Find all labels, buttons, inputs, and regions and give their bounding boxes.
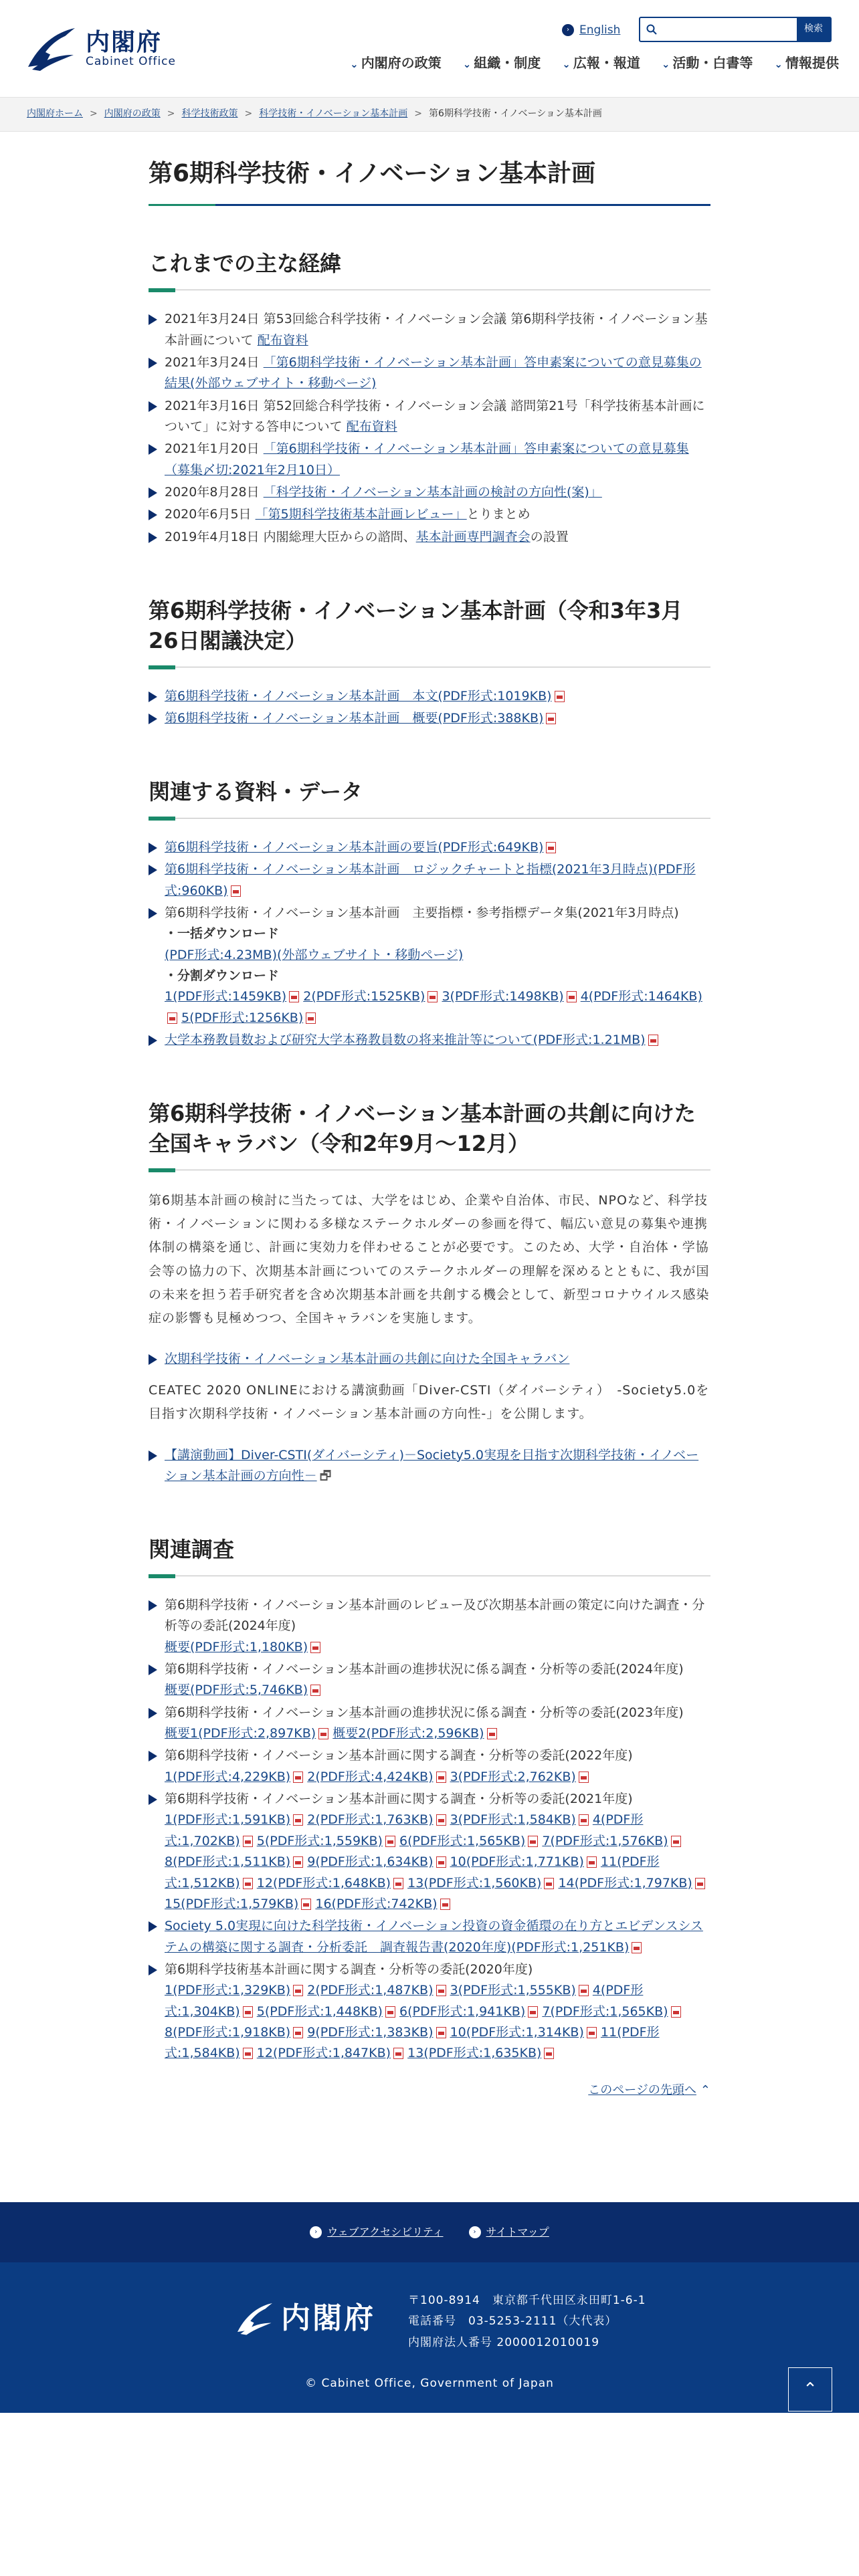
pdf-link[interactable]: 概要2(PDF形式:2,596KB) bbox=[332, 1726, 484, 1741]
chevron-down-icon: ⌄ bbox=[774, 58, 783, 70]
pdf-icon bbox=[671, 2006, 681, 2018]
pdf-link[interactable]: 15(PDF形式:1,579KB) bbox=[165, 1896, 299, 1911]
bulk-download-link[interactable]: (PDF形式:4.23MB)(外部ウェブサイト・移動ページ) bbox=[165, 947, 464, 962]
search-button[interactable]: 検索 bbox=[797, 18, 830, 41]
list-item: 第6期科学技術・イノベーション基本計画のレビュー及び次期基本計画の策定に向けた調査・分析等の委託(2024年度) 概要(PDF形式:1,180KB) bbox=[149, 1595, 710, 1658]
caravan-description: 第6期基本計画の検討に当たっては、大学をはじめ、企業や自治体、市民、NPOなど、科学技術・イノベーションに関わる多様なステークホルダーの参画を得て、幅広い意見の募集や連携体制の構築を通じ、計画に実効力を伴わせることが必要です。このため、大学・自治体・学協会等の協力の下、次期基本計画についてのステークホルダーの理解を深めるとともに、我が国の未来を担う若手研究者を含め次期基本計画を共創する機会として、新型コロナウイルス感染症の影響も見極めつつ、全国キャラバンを実施します。 bbox=[149, 1193, 710, 1325]
site-search bbox=[639, 17, 832, 42]
history-link[interactable]: 「第5期科学技術基本計画レビュー」 bbox=[255, 507, 467, 522]
list-item bbox=[149, 1445, 710, 1487]
scroll-to-top-button[interactable] bbox=[788, 2367, 832, 2411]
list-item: 2021年3月16日 第52回総合科学技術・イノベーション会議 諮問第21号「科学技術基本計画について」に対する答申について 配布資料 bbox=[149, 396, 710, 438]
pdf-link[interactable]: 2(PDF形式:1,763KB) bbox=[307, 1812, 434, 1828]
pdf-icon bbox=[243, 2048, 253, 2059]
nav-item-activities[interactable]: ⌄ 活動・白書等 bbox=[661, 55, 753, 71]
pdf-link[interactable]: 8(PDF形式:1,918KB) bbox=[165, 2024, 291, 2040]
breadcrumb-separator: > bbox=[167, 108, 175, 120]
site-footer bbox=[0, 2262, 859, 2413]
list-item bbox=[149, 1916, 710, 1958]
pdf-icon bbox=[243, 1878, 253, 1889]
list-item: 第6期科学技術・イノベーション基本計画に関する調査・分析等の委託(2022年度) 1(PDF形式:4,229KB) 2(PDF形式:4,424KB) 3(PDF形式:2,762KB) bbox=[149, 1745, 710, 1788]
pdf-icon bbox=[579, 1814, 589, 1826]
pdf-link[interactable]: 2(PDF形式:1,487KB) bbox=[307, 1983, 434, 1998]
breadcrumb bbox=[0, 97, 859, 132]
copyright: © Cabinet Office, Government of Japan bbox=[305, 2377, 554, 2390]
pdf-link[interactable]: 3(PDF形式:1,584KB) bbox=[450, 1812, 576, 1828]
cabinet-office-emblem-icon bbox=[25, 25, 78, 72]
chevron-down-icon: ⌄ bbox=[462, 58, 472, 70]
pdf-link[interactable]: 13(PDF形式:1,635KB) bbox=[407, 2046, 542, 2061]
footer-logo: 内閣府 bbox=[235, 2294, 375, 2343]
plan-list bbox=[149, 686, 710, 730]
breadcrumb-home[interactable]: 内閣府ホーム bbox=[27, 108, 83, 120]
pdf-icon bbox=[243, 2006, 253, 2018]
pdf-icon bbox=[393, 1878, 403, 1889]
pdf-link[interactable]: 5(PDF形式:1,448KB) bbox=[256, 2004, 383, 2019]
history-list bbox=[149, 309, 710, 548]
arrow-circle-icon: › bbox=[310, 2226, 322, 2238]
pdf-icon bbox=[385, 1836, 395, 1847]
nav-item-policy[interactable]: ⌄ 内閣府の政策 bbox=[350, 55, 442, 71]
pdf-icon bbox=[436, 1772, 446, 1783]
pdf-icon bbox=[293, 1856, 303, 1868]
pdf-icon bbox=[528, 1836, 538, 1847]
pdf-link[interactable]: 11(PDF形式:1,512KB) bbox=[165, 1854, 660, 1891]
history-link[interactable]: 配布資料 bbox=[346, 419, 397, 434]
history-link[interactable]: 「第6期科学技術・イノベーション基本計画」答申素案についての意見募集（募集〆切:2021年2月10日） bbox=[165, 441, 689, 477]
pdf-icon bbox=[567, 991, 577, 1002]
pdf-link[interactable]: 概要1(PDF形式:2,897KB) bbox=[165, 1726, 316, 1741]
site-logo[interactable] bbox=[25, 25, 176, 72]
pdf-icon bbox=[546, 713, 556, 724]
pdf-icon bbox=[440, 1899, 450, 1910]
list-item: 第6期科学技術・イノベーション基本計画に関する調査・分析等の委託(2021年度) 1(PDF形式:1,591KB) 2(PDF形式:1,763KB) 3(PDF形式:1,584KB) 4(PDF形式:1,702KB) 5(PDF形式:1,559KB) 6(PDF形式:1,565KB) 7(PDF形式:1,576KB) 8(PDF形式:1,511KB) 9(PDF形式:1,634KB) 10(PDF形式:1,771KB) 11(PDF形式:1,512KB) 12(PDF形式:1,648KB) 13(PDF形式:1,560KB) 14(PDF形式:1,797KB) 15(PDF形式:1,579KB) 16(PDF形式:742KB) bbox=[149, 1789, 710, 1915]
materials-list bbox=[149, 837, 710, 1051]
pdf-icon bbox=[544, 2048, 554, 2059]
pdf-link[interactable]: 2(PDF形式:4,424KB) bbox=[307, 1769, 434, 1784]
language-link[interactable] bbox=[562, 21, 620, 39]
breadcrumb-separator: > bbox=[414, 108, 422, 120]
pdf-link[interactable]: 3(PDF形式:2,762KB) bbox=[450, 1769, 576, 1784]
list-item: 2021年3月24日 第53回総合科学技術・イノベーション会議 第6期科学技術・イノベーション基本計画について 配布資料 bbox=[149, 309, 710, 351]
nav-item-press[interactable]: ⌄ 広報・報道 bbox=[562, 55, 640, 71]
pdf-link[interactable]: 1(PDF形式:1,591KB) bbox=[165, 1812, 291, 1828]
pdf-icon bbox=[167, 1012, 177, 1024]
list-item: 2020年6月5日 「第5期科学技術基本計画レビュー」とりまとめ bbox=[149, 504, 710, 525]
global-nav bbox=[350, 52, 839, 74]
chevron-down-icon: ⌄ bbox=[350, 58, 359, 70]
pdf-icon bbox=[293, 1985, 303, 1996]
history-link[interactable]: 「科学技術・イノベーション基本計画の検討の方向性(案)」 bbox=[263, 484, 602, 500]
list-item bbox=[149, 837, 710, 858]
footer-links bbox=[0, 2202, 859, 2262]
pdf-icon bbox=[310, 1685, 320, 1696]
pdf-link[interactable]: 6(PDF形式:1,565KB) bbox=[399, 1833, 526, 1848]
section-heading-plan: 第6期科学技術・イノベーション基本計画（令和3年3月26日閣議決定） bbox=[149, 596, 710, 667]
pdf-link[interactable]: 第6期科学技術・イノベーション基本計画 概要(PDF形式:388KB) bbox=[165, 710, 544, 726]
pdf-icon bbox=[587, 1856, 597, 1868]
breadcrumb-current: 第6期科学技術・イノベーション基本計画 bbox=[428, 108, 602, 120]
footer-link-accessibility[interactable]: › ウェブアクセシビリティ bbox=[310, 2224, 443, 2241]
list-item: 第6期科学技術・イノベーション基本計画の進捗状況に係る調査・分析等の委託(2023年度) 概要1(PDF形式:2,897KB) 概要2(PDF形式:2,596KB) bbox=[149, 1703, 710, 1745]
list-item bbox=[149, 708, 710, 729]
breadcrumb-separator: > bbox=[90, 108, 98, 120]
pdf-link[interactable]: 4(PDF形式:1,702KB) bbox=[165, 1812, 644, 1848]
pdf-link[interactable]: 第6期科学技術・イノベーション基本計画 ロジックチャートと指標(2021年3月時点)(PDF形式:960KB) bbox=[165, 862, 696, 898]
list-item: 2021年1月20日 「第6期科学技術・イノベーション基本計画」答申素案についての意見募集（募集〆切:2021年2月10日） bbox=[149, 439, 710, 481]
pdf-icon bbox=[436, 2027, 446, 2038]
arrow-circle-icon: › bbox=[562, 24, 574, 36]
pdf-link[interactable]: 16(PDF形式:742KB) bbox=[315, 1896, 438, 1911]
pdf-link[interactable]: 12(PDF形式:1,847KB) bbox=[256, 2046, 391, 2061]
pdf-icon bbox=[293, 1814, 303, 1826]
pdf-icon bbox=[436, 1985, 446, 1996]
pdf-link[interactable]: 第6期科学技術・イノベーション基本計画の要旨(PDF形式:649KB) bbox=[165, 840, 544, 855]
logo-english-text: Cabinet Office bbox=[86, 55, 176, 69]
pdf-link-group bbox=[165, 1983, 681, 2060]
pdf-icon bbox=[528, 2006, 538, 2018]
caravan-link[interactable]: 次期科学技術・イノベーション基本計画の共創に向けた全国キャラバン bbox=[165, 1351, 570, 1366]
pdf-link[interactable]: 概要(PDF形式:5,746KB) bbox=[165, 1683, 308, 1698]
split-link[interactable]: 4(PDF形式:1464KB) bbox=[580, 989, 702, 1004]
chevron-down-icon: ⌄ bbox=[661, 58, 670, 70]
search-icon bbox=[640, 18, 663, 41]
pdf-icon bbox=[427, 991, 438, 1002]
pdf-link[interactable]: 13(PDF形式:1,560KB) bbox=[407, 1875, 542, 1891]
list-item: 第6期科学技術基本計画に関する調査・分析等の委託(2020年度) 1(PDF形式:1,329KB) 2(PDF形式:1,487KB) 3(PDF形式:1,555KB) 4(PDF形式:1,304KB) 5(PDF形式:1,448KB) 6(PDF形式:1,941KB) 7(PDF形式:1,565KB) 8(PDF形式:1,918KB) 9(PDF形式:1,383KB) 10(PDF形式:1,314KB) 11(PDF形式:1,584KB) 12(PDF形式:1,847KB) 13(PDF形式:1,635KB) bbox=[149, 1959, 710, 2064]
external-window-icon: 🗗 bbox=[319, 1468, 332, 1483]
english-link[interactable]: English bbox=[579, 23, 621, 37]
pdf-link[interactable]: 3(PDF形式:1,555KB) bbox=[450, 1983, 576, 1998]
pdf-icon bbox=[293, 2027, 303, 2038]
pdf-link[interactable]: 6(PDF形式:1,941KB) bbox=[399, 2004, 526, 2019]
split-link[interactable]: 2(PDF形式:1525KB) bbox=[303, 989, 425, 1004]
pdf-link[interactable]: 8(PDF形式:1,511KB) bbox=[165, 1854, 291, 1870]
breadcrumb-science[interactable]: 科学技術政策 bbox=[181, 108, 238, 120]
pdf-link[interactable]: 1(PDF形式:1,329KB) bbox=[165, 1983, 291, 1998]
chevron-up-icon: ⌃ bbox=[803, 2379, 818, 2399]
pdf-link[interactable]: 9(PDF形式:1,634KB) bbox=[307, 1854, 434, 1870]
caravan-link-list bbox=[149, 1349, 710, 1370]
breadcrumb-basic-plan[interactable]: 科学技術・イノベーション基本計画 bbox=[259, 108, 408, 120]
pdf-icon bbox=[587, 2027, 597, 2038]
chevron-up-icon: ⌃ bbox=[700, 2082, 710, 2097]
search-input[interactable] bbox=[663, 18, 797, 41]
list-item: 2020年8月28日 「科学技術・イノベーション基本計画の検討の方向性(案)」 bbox=[149, 482, 710, 503]
section-heading-materials: 関連する資料・データ bbox=[149, 777, 710, 819]
pdf-icon bbox=[289, 991, 299, 1002]
page-title: 第6期科学技術・イノベーション基本計画 bbox=[149, 157, 710, 206]
pdf-icon bbox=[243, 1836, 253, 1847]
pdf-link[interactable]: 12(PDF形式:1,648KB) bbox=[256, 1875, 391, 1891]
logo-japanese-text: 内閣府 bbox=[86, 28, 163, 56]
list-item: 2021年3月24日 「第6期科学技術・イノベーション基本計画」答申素案についての意見募集の結果(外部ウェブサイト・移動ページ) bbox=[149, 352, 710, 395]
breadcrumb-policy[interactable]: 内閣府の政策 bbox=[104, 108, 161, 120]
pdf-icon bbox=[632, 1942, 642, 1953]
list-item: 第6期科学技術・イノベーション基本計画 主要指標・参考指標データ集(2021年3月時点) ・一括ダウンロード (PDF形式:4.23MB)(外部ウェブサイト・移動ページ) ・分割ダウンロード 1(PDF形式:1459KB) 2(PDF形式:1525KB) 3(PDF形式:1498KB) 4(PDF形式:1464KB) 5(PDF形式:1256KB) bbox=[149, 903, 710, 1029]
page-top-link[interactable]: このページの先頭へ ⌃ bbox=[588, 2082, 710, 2097]
pdf-link[interactable]: 第6期科学技術・イノベーション基本計画 本文(PDF形式:1019KB) bbox=[165, 688, 552, 704]
pdf-link[interactable]: 7(PDF形式:1,576KB) bbox=[542, 1833, 668, 1848]
pdf-link[interactable]: 4(PDF形式:1,304KB) bbox=[165, 1983, 644, 2019]
pdf-icon bbox=[310, 1642, 320, 1653]
history-link[interactable]: 「第6期科学技術・イノベーション基本計画」答申素案についての意見募集の結果(外部ウェブサイト・移動ページ) bbox=[165, 354, 702, 391]
main-content bbox=[149, 157, 710, 2100]
list-item bbox=[149, 1349, 710, 1370]
pdf-icon bbox=[695, 1878, 705, 1889]
arrow-circle-icon: › bbox=[469, 2226, 481, 2238]
section-heading-history: これまでの主な経緯 bbox=[149, 249, 710, 290]
video-link[interactable]: 【講演動画】Diver-CSTI(ダイバーシティ)－Society5.0実現を目指す次期科学技術・イノベーション基本計画の方向性－ bbox=[165, 1447, 699, 1483]
pdf-icon bbox=[555, 691, 565, 702]
breadcrumb-separator: > bbox=[244, 108, 253, 120]
split-link[interactable]: 5(PDF形式:1256KB) bbox=[181, 1010, 304, 1025]
pdf-icon bbox=[293, 1772, 303, 1783]
nav-item-organization[interactable]: ⌄ 組織・制度 bbox=[462, 55, 541, 71]
video-link-list bbox=[149, 1445, 710, 1487]
pdf-icon bbox=[671, 1836, 681, 1847]
footer-address: 〒100-8914 東京都千代田区永田町1-6-1 電話番号 03-5253-2111（大代表） 内閣府法人番号 2000012010019 bbox=[408, 2294, 646, 2349]
section-heading-caravan: 第6期科学技術・イノベーション基本計画の共創に向けた全国キャラバン（令和2年9月～12月） bbox=[149, 1099, 710, 1170]
pdf-icon bbox=[318, 1728, 328, 1739]
pdf-link[interactable]: Society 5.0実現に向けた科学技術・イノベーション投資の資金循環の在り方とエビデンスシステムの構築に関する調査・分析委託 調査報告書(2020年度)(PDF形式:1,251KB) bbox=[165, 1919, 703, 1955]
pdf-link[interactable]: 10(PDF形式:1,314KB) bbox=[450, 2024, 584, 2040]
pdf-icon bbox=[579, 1772, 589, 1783]
pdf-icon bbox=[393, 2048, 403, 2059]
history-link[interactable]: 配布資料 bbox=[257, 332, 308, 348]
pdf-link[interactable]: 1(PDF形式:4,229KB) bbox=[165, 1769, 291, 1784]
pdf-link[interactable]: 11(PDF形式:1,584KB) bbox=[165, 2024, 660, 2061]
pdf-link[interactable]: 概要(PDF形式:1,180KB) bbox=[165, 1639, 308, 1654]
bulk-download-label: ・一括ダウンロード bbox=[165, 926, 280, 942]
surveys-list bbox=[149, 1595, 710, 2064]
pdf-link-group bbox=[165, 1812, 705, 1911]
pdf-link[interactable]: 10(PDF形式:1,771KB) bbox=[450, 1854, 584, 1870]
pdf-icon bbox=[436, 1814, 446, 1826]
pdf-icon bbox=[544, 1878, 554, 1889]
list-item bbox=[149, 686, 710, 707]
pdf-icon bbox=[579, 1985, 589, 1996]
chevron-down-icon: ⌄ bbox=[562, 58, 571, 70]
pdf-icon bbox=[301, 1899, 311, 1910]
list-item bbox=[149, 859, 710, 901]
pdf-link[interactable]: 7(PDF形式:1,565KB) bbox=[542, 2004, 668, 2019]
pdf-icon bbox=[546, 842, 556, 853]
split-download-label: ・分割ダウンロード bbox=[165, 968, 280, 984]
pdf-link[interactable]: 9(PDF形式:1,383KB) bbox=[307, 2024, 434, 2040]
cabinet-office-emblem-icon bbox=[235, 2301, 274, 2336]
site-header bbox=[0, 0, 859, 97]
list-item: 第6期科学技術・イノベーション基本計画の進捗状況に係る調査・分析等の委託(2024年度) 概要(PDF形式:5,746KB) bbox=[149, 1659, 710, 1701]
pdf-icon bbox=[648, 1035, 658, 1046]
pdf-link[interactable]: 大学本務教員数および研究大学本務教員数の将来推計等について(PDF形式:1.21MB) bbox=[165, 1033, 646, 1048]
pdf-icon bbox=[306, 1012, 316, 1024]
ceatec-description: CEATEC 2020 ONLINEにおける講演動画「Diver-CSTI（ダイバーシティ） -Society5.0を目指す次期科学技術・イノベーション基本計画の方向性-」を公開します。 bbox=[149, 1383, 710, 1422]
history-link[interactable]: 基本計画専門調査会 bbox=[415, 529, 531, 544]
split-link[interactable]: 1(PDF形式:1459KB) bbox=[165, 989, 287, 1004]
split-link[interactable]: 3(PDF形式:1498KB) bbox=[442, 989, 564, 1004]
pdf-link-group bbox=[165, 1769, 589, 1784]
footer-link-sitemap[interactable]: › サイトマップ bbox=[469, 2224, 549, 2241]
pdf-icon bbox=[487, 1728, 497, 1739]
section-heading-surveys: 関連調査 bbox=[149, 1535, 710, 1576]
list-item bbox=[149, 1030, 710, 1051]
nav-item-information[interactable]: ⌄ 情報提供 bbox=[774, 55, 839, 71]
pdf-link[interactable]: 14(PDF形式:1,797KB) bbox=[558, 1875, 692, 1891]
pdf-link[interactable]: 5(PDF形式:1,559KB) bbox=[256, 1833, 383, 1848]
pdf-icon bbox=[436, 1856, 446, 1868]
pdf-icon bbox=[385, 2006, 395, 2018]
pdf-icon bbox=[231, 885, 241, 897]
list-item: 2019年4月18日 内閣総理大臣からの諮問、基本計画専門調査会の設置 bbox=[149, 527, 710, 548]
